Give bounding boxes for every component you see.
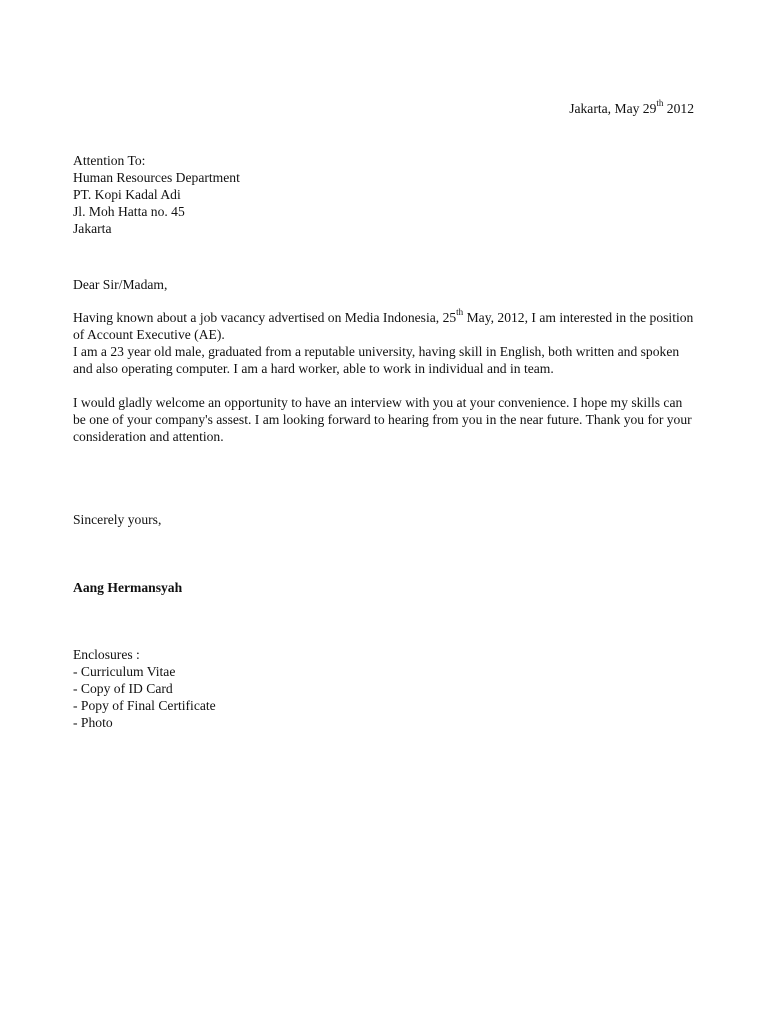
paragraph-vacancy-ordinal-suffix: th	[456, 307, 464, 318]
enclosure-item: - Photo	[73, 715, 113, 730]
letter-body	[73, 309, 698, 445]
city-line: Jakarta	[73, 221, 112, 236]
street-line: Jl. Moh Hatta no. 45	[73, 204, 185, 219]
enclosures-list	[73, 663, 216, 731]
signer-name: Aang Hermansyah	[73, 580, 183, 595]
company-line: PT. Kopi Kadal Adi	[73, 187, 181, 202]
paragraph-vacancy-end: May, 2012, I am interested in the position of Account Executive (AE).	[73, 310, 694, 342]
paragraph-profile: I am a 23 year old male, graduated from a reputable university, having skill in English, both written and spoken and also operating computer. I am a hard worker, able to work in individual and in team.	[73, 344, 680, 376]
enclosure-item: - Popy of Final Certificate	[73, 698, 216, 713]
date-text: Jakarta, May 29	[569, 101, 657, 116]
attention-line: Attention To:	[73, 153, 146, 168]
enclosures-heading: Enclosures :	[73, 647, 140, 662]
enclosure-item: - Curriculum Vitae	[73, 664, 176, 679]
salutation: Dear Sir/Madam,	[73, 277, 168, 292]
paragraph-vacancy	[73, 309, 698, 343]
date-year: 2012	[663, 101, 694, 116]
enclosures-block	[73, 646, 216, 731]
department-line: Human Resources Department	[73, 170, 240, 185]
date-ordinal-suffix: th	[656, 98, 664, 109]
letter-date	[569, 100, 694, 117]
paragraph-vacancy-start: Having known about a job vacancy advertised on Media Indonesia, 25	[73, 310, 457, 325]
paragraph-interview: I would gladly welcome an opportunity to have an interview with you at your convenience. I hope my skills can be one of your company's assest. I am looking forward to hearing from you in the near future. Thank you for your consideration and attention.	[73, 395, 692, 444]
enclosure-item: - Copy of ID Card	[73, 681, 173, 696]
closing: Sincerely yours,	[73, 512, 162, 527]
addressee-block	[73, 152, 240, 237]
